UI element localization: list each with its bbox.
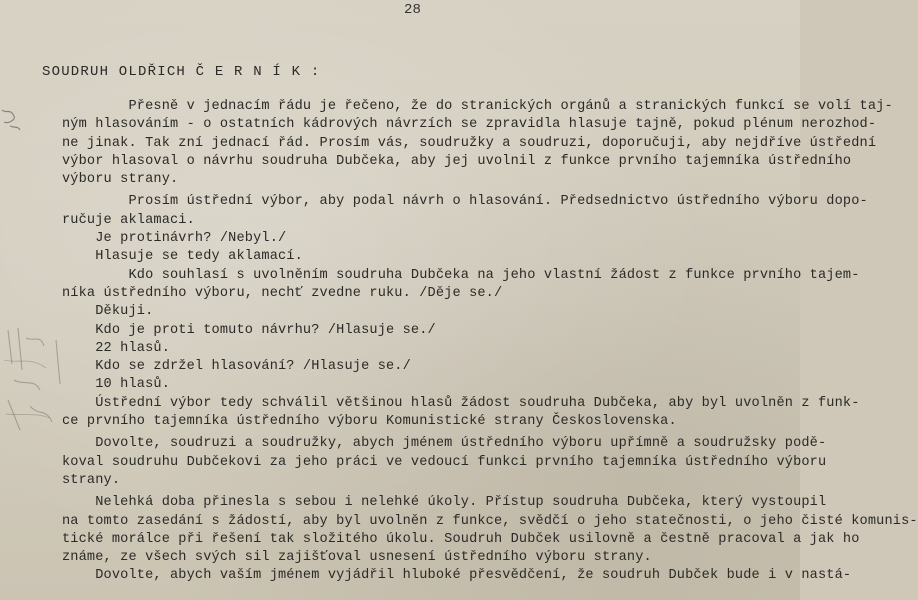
page-number: 28 <box>404 2 422 18</box>
text-line: Nelehká doba přinesla s sebou i nelehké úkoly. Přístup soudruha Dubčeka, který vystoupil <box>62 495 827 511</box>
text-line: Kdo souhlasí s uvolněním soudruha Dubčeka na jeho vlastní žádost z funkce prvního tajem- <box>62 267 860 283</box>
text-line: Ústřední výbor tedy schválil většinou hlasů žádost soudruha Dubčeka, aby byl uvolněn z funk- <box>62 395 860 411</box>
text-line: Dovolte, abych vaším jménem vyjádřil hluboké přesvědčení, že soudruh Dubček bude i v nastá- <box>62 568 852 584</box>
text-line: výbor hlasoval o návrhu soudruha Dubčeka, aby jej uvolnil z funkce prvního tajemníka ústředního <box>62 153 852 169</box>
paragraph <box>62 193 868 230</box>
paragraph <box>62 248 822 266</box>
paragraph <box>62 376 822 394</box>
text-line: Hlasuje se tedy aklamací. <box>62 249 303 265</box>
text-line: Kdo je proti tomuto návrhu? /Hlasuje se./ <box>62 322 436 338</box>
text-line: 10 hlasů. <box>62 377 170 393</box>
paragraph <box>62 358 822 376</box>
paragraph <box>62 303 822 321</box>
paragraph <box>62 322 822 340</box>
text-line: na tomto zasedání s žádostí, aby byl uvolněn z funkce, svědčí o jeho statečnosti, o jeho čisté komunis- <box>62 513 918 529</box>
text-line: níka ústředního výboru, nechť zvedne ruku. /Děje se./ <box>62 285 503 301</box>
text-line: Přesně v jednacím řádu je řečeno, že do stranických orgánů a stranických funkcí se volí taj- <box>62 99 893 114</box>
text-line: Je protinávrh? /Nebyl./ <box>62 231 287 247</box>
text-line: ručuje aklamaci. <box>62 212 195 228</box>
text-line: koval soudruhu Dubčekovi za jeho práci ve vedoucí funkci prvního tajemníka ústředního výboru <box>62 454 827 470</box>
paragraph <box>62 494 918 567</box>
text-line: Děkuji. <box>62 304 154 320</box>
paragraph <box>62 230 822 248</box>
text-line: Kdo se zdržel hlasování? /Hlasuje se./ <box>62 359 411 375</box>
text-line: 22 hlasů. <box>62 340 170 356</box>
paragraph <box>62 267 860 304</box>
margin-pencil-scribble <box>0 320 70 440</box>
body-text <box>62 98 918 586</box>
speaker-heading: SOUDRUH OLDŘICH Č E R N Í K : <box>42 64 321 80</box>
text-line: ne jinak. Tak zní jednací řád. Prosím vás, soudružky a soudruzi, doporučuji, aby nejdříve ústřední <box>62 135 877 151</box>
text-line: strany. <box>62 472 121 488</box>
paragraph <box>62 567 852 585</box>
text-line: tické morálce při řešení tak složitého úkolu. Soudruh Dubček usilovně a čestně pracoval a jak ho <box>62 531 860 547</box>
text-line: ným hlasováním - o ostatních kádrových návrzích se zpravidla hlasuje tajně, pokud plénum nerozhod- <box>62 117 877 133</box>
text-line: Prosím ústřední výbor, aby podal návrh o hlasování. Předsednictvo ústředního výboru dopo- <box>62 194 868 210</box>
paragraph <box>62 435 827 490</box>
text-line: ce prvního tajemníka ústředního výboru Komunistické strany Československa. <box>62 414 677 430</box>
text-line: výboru strany. <box>62 172 179 188</box>
margin-pencil-mark <box>0 104 22 134</box>
text-line: známe, ze všech svých sil zajišťoval usnesení ústředního výboru strany. <box>62 550 652 566</box>
paragraph <box>62 395 860 432</box>
text-line: Dovolte, soudruzi a soudružky, abych jménem ústředního výboru upřímně a soudružsky podě- <box>62 436 827 452</box>
paragraph <box>62 98 893 189</box>
paragraph <box>62 340 822 358</box>
